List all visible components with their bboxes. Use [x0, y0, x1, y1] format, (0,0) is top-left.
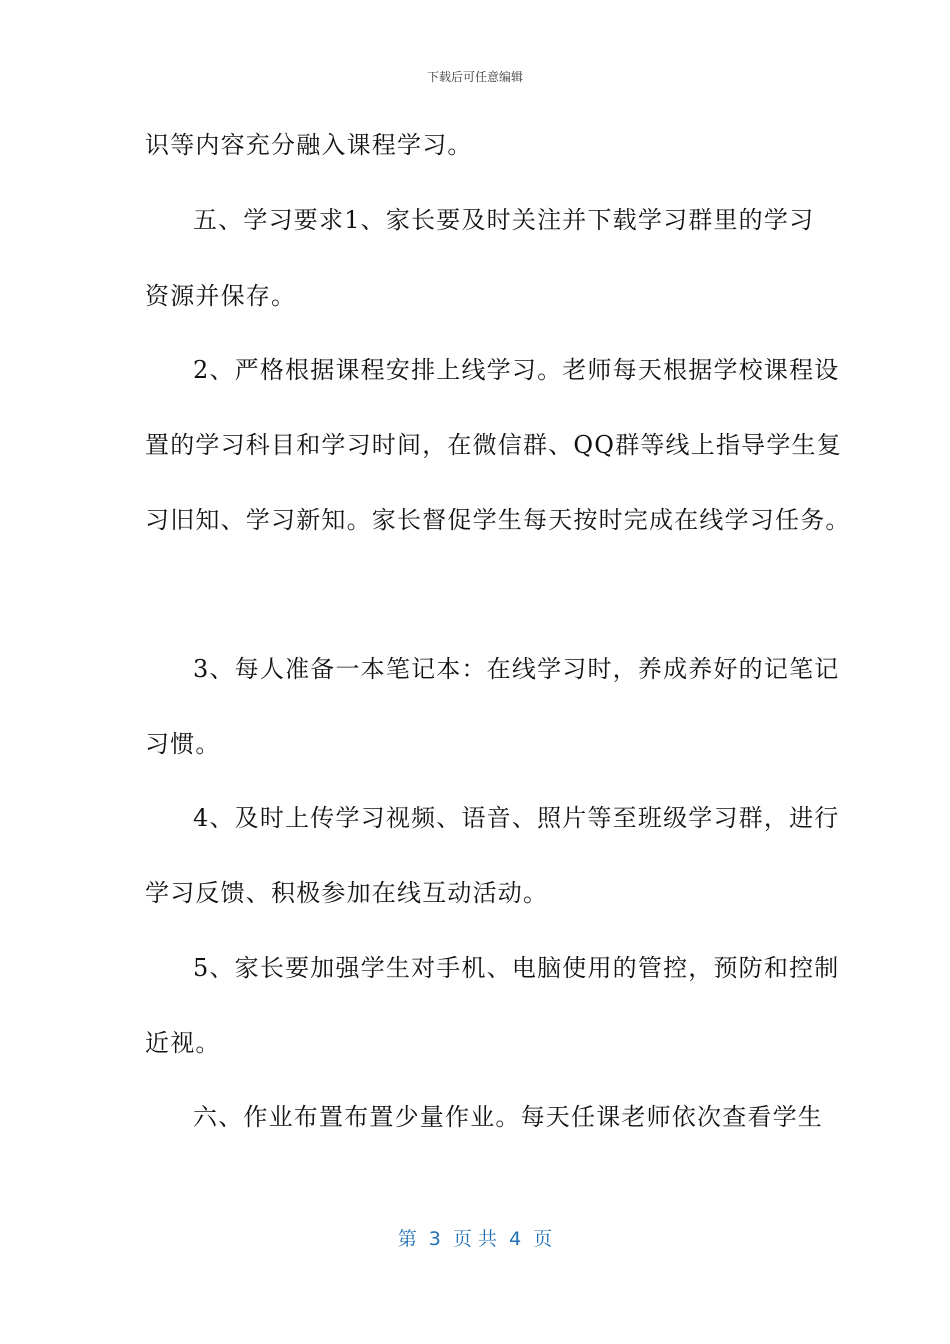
- list-item-5: 5、家长要加强学生对手机、电脑使用的管控，预防和控制: [193, 954, 840, 982]
- section-heading-homework: 六、作业布置布置少量作业。每天任课老师依次查看学生: [193, 1103, 823, 1131]
- list-item-2: 2、严格根据课程安排上线学习。老师每天根据学校课程设: [193, 356, 840, 384]
- body-line: 识等内容充分融入课程学习。: [145, 131, 473, 159]
- body-line: 习惯。: [145, 730, 221, 758]
- list-item-4: 4、及时上传学习视频、语音、照片等至班级学习群，进行: [193, 804, 840, 832]
- body-line: 习旧知、学习新知。家长督促学生每天按时完成在线学习任务。: [145, 506, 851, 534]
- body-line: 资源并保存。: [145, 282, 297, 310]
- section-heading-study-requirements: 五、学习要求1、家长要及时关注并下载学习群里的学习: [193, 206, 815, 234]
- body-line: 学习反馈、积极参加在线互动活动。: [145, 879, 549, 907]
- body-line: 近视。: [145, 1029, 221, 1057]
- body-line: 置的学习科目和学习时间，在微信群、QQ群等线上指导学生复: [145, 431, 842, 459]
- page-header: 下载后可任意编辑: [426, 70, 523, 84]
- list-item-3: 3、每人准备一本笔记本：在线学习时，养成养好的记笔记: [193, 655, 840, 683]
- page-number-footer: 第 3 页 共 4 页: [397, 1228, 553, 1250]
